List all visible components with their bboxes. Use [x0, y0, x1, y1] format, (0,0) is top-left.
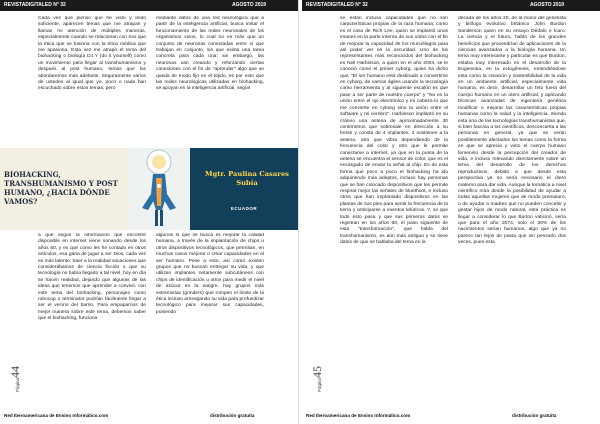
right-page-number [310, 366, 325, 392]
left-col2-bottom: algunos lo que se busca es mejorar la calidad humana, a través de la implantación de chips u otros dispositivos tecnológicos, que permitan, en muchos casos mejorar o crear capacidades en el ser humano. Pese a esto, así como existen grupos que no buscan entregar su vida, y que utilizan implantes netamente subcutáneos con chips de identificación u otros para medir el nivel de azúcar en la sangre, hay grupos más extremistas (grinders) que rompen el límite de la ética incluso arriesgando su vida para profundizar tecnológico para mejorar sus capacidades, poniendo [156, 233, 264, 315]
article-banner [0, 148, 298, 230]
left-col2-top: mediante datos de una red neurológica que a partir de la inteligencia artificial, busca imitar el funcionamiento de las redes neuronales de los organismos vivos, lo cual no es más que un conjunto de neuronas conectadas entre sí que trabajan en conjunto, sin que exista una tarea concreta para cada una; sin embargo, las neuronas van creando y reforzando ciertas conexiones con el fin de "aprender" algo que se queda de modo fijo en el tejido, es por esto que las redes neurológicas utilizadas en biohacking, se apoyan en la inteligencia artificial, según [156, 16, 264, 92]
right-footer-distribution: distribución gratuita [512, 413, 557, 418]
right-page-number-value: 45 [310, 365, 324, 378]
author-country: ECUADOR [230, 206, 258, 211]
left-col1-top: Cada vez que pienso que he visto y leído suficiente, aparecen temas que me atrapan y llaman mi atención de múltiples maneras, especialmente cuando se relacionan con eso que la ética que se fusiona con la ética médica que me apasiona. Esta vez me atrapó el tema del biohacking o biología D.I.Y (do it yourself) como un movimiento para llegar al transhumanismo y después al post humano, temas que los abordaremos más adelante. Seguramente varios de ustedes al igual que yo, poco o nada han escuchado sobre estos temas, pero [38, 16, 146, 92]
left-page-number-value: 44 [8, 365, 22, 378]
right-header-date: AGOSTO 2019 [530, 2, 565, 8]
right-col1: se están incluso capacidades que no son características propias de la raza humana; como es el caso de Rich Lee, quien se implantó unos imanes en la parte interna de sus oídos con el fin de mejorar la capacidad de los murciélagos para así poder ver en la oscuridad. Uno de los representantes más reconocidos del biohacking es Neil Harbisson, a quien en el año 2004, se le conoció como el primer cyborg, quien ha dicho que, "El ser humano está destinado a convertirse en cyborg, de vamos ágiles usando la tecnología como herramienta y al siguiente escalón es que pase a ser parte de nuestro cuerpo" y "No es la unión entre el ojo electrónico y mi cabeza lo que me convierte en cyborg sino la unión entre el software y mi cerebro". Harbisson implantó en su cráneo una antena de aproximadamente 30 centímetros que sobresale en dirección a su frente y consta de 4 implantes, 2 sostienen a la antena, otro que vibra dependiendo de la frecuencia del color y otro que le permite conectarse a internet, ya que en la punta de la antena se encuentra el sensor de color, que es el encargado de enviar la señal al chip. Es de esta forma que poco a poco el biohacking ha ido adquiriendo más adeptos, incluso hay personas que se han colocado dispositivos que les permite respirar mejor las señales de bluethoot, e incluso otros que han implantado dispositivos en las plantas de sus pies para sentir la frecuencia de la tierra y anticiparse a eventos telúricos. Y, se que todo esto pasa y que sus primeros datos se registran en los años 60, el paso siguiente de esta "transformación", que habla del transhumanismo, es aún más antiguo y se tiene datos de que se hablaba del tema en la [340, 16, 448, 246]
left-page-number [8, 366, 23, 392]
left-footer-site: Red Iberoamericana de Ensino Informático.com [4, 413, 109, 418]
right-col2: década de los años 20, de la mano del genetista y biólogo evolutivo británico John Burdon Sanderson quien en su ensayo Dédalo e Ícaro: La ciencia y el futuro, habló de los grandes beneficios que provendrían de aplicaciones de la ciencias avanzadas a la biología humana. Un tema muy interesante y particular es que Burdon, estaba muy interesado en el desarrollo de la Eugenesia, en la ectogénesis, entendiéndose esta como la creación y sostenibilidad de la vida en un ambiente artificial, especialmente vida humana, es decir, desarrollar un feto fuera del cuerpo humano en un útero artificial, y aplicando técnicas avanzadas de ingeniería genética modificar o mejorar las características propias humanas como la salud y la inteligencia. Siendo esta una de las tecnologías transhumanistas que, si bien fascina a los científicos, desconcierta a las personas en general, ya que se verán posiblemente afectados los temas como la forma en que se aprecia y visto el cuerpo humano femenino desde la percepción del creador de vida, e incluso relevando directamente sobre un tema del desarrollo de los derechos reproductivos, debido a que desde esta perspectiva ya no sería necesario el útero materno para dar vida. Aunque la temática a nivel científico mira desde la posibilidad de ayudar a todas aquellas mujeres que de modo prematuro, o de ayudar a madres que no pueden concebir y gestar hijos de modo natural, esta práctica es llegar a considerar lo que Burton vaticinó, sería que para el año 2074, solo el 30% de los nacimientos serían humanos, algo que ya no parece tan lejos de pasta que sin pensarlo dos veces, pues esta [458, 16, 566, 246]
left-header-magazine: REVISTADIGITALED N° 32 [4, 2, 66, 8]
right-header-bar [302, 0, 600, 11]
article-author: Mgtr. Paulina Casares Subía [204, 170, 290, 187]
banner-left-panel [0, 148, 128, 230]
right-header-magazine: REVISTADIGITALED N° 32 [306, 2, 368, 8]
article-title: BIOHACKING, TRANSHUMANISMO Y POST HUMANO, ¿HACIA DÓNDE VAMOS? [4, 170, 118, 206]
left-page-label: Página [15, 377, 20, 392]
right-page-label: Página [317, 377, 322, 392]
banner-author-panel [190, 148, 298, 230]
left-header-bar [0, 0, 298, 11]
right-page [302, 0, 600, 424]
left-header-date: AGOSTO 2019 [232, 2, 267, 8]
right-footer-site: Red Iberoamericana de Ensino Informático.com [306, 413, 411, 418]
biohacking-illustration [128, 148, 190, 230]
left-col1-bottom: a que según la información que encontré disponible en internet viene sonando desde los años 60, y es que como les he contado en otros artículos, esa gana de jugar a ser Dios, cada vez es más latente, traer a la realidad situaciones que considerábamos de ciencia ficción o que su tecnología no había llegado a tal nivel, hoy en día se hacen realidad, dejando que algunas de las ideas que tenemos que aprender a convivir, con este tema del biohacking, personajes como robocop o terminator podrían fácilmente llegar a ser el vecino del barrio. Para empaparnos de mejor manera sobre este tema, debemos saber que el biohacking, funciona [38, 233, 146, 322]
left-footer-distribution: distribución gratuita [210, 413, 255, 418]
left-page [0, 0, 299, 424]
